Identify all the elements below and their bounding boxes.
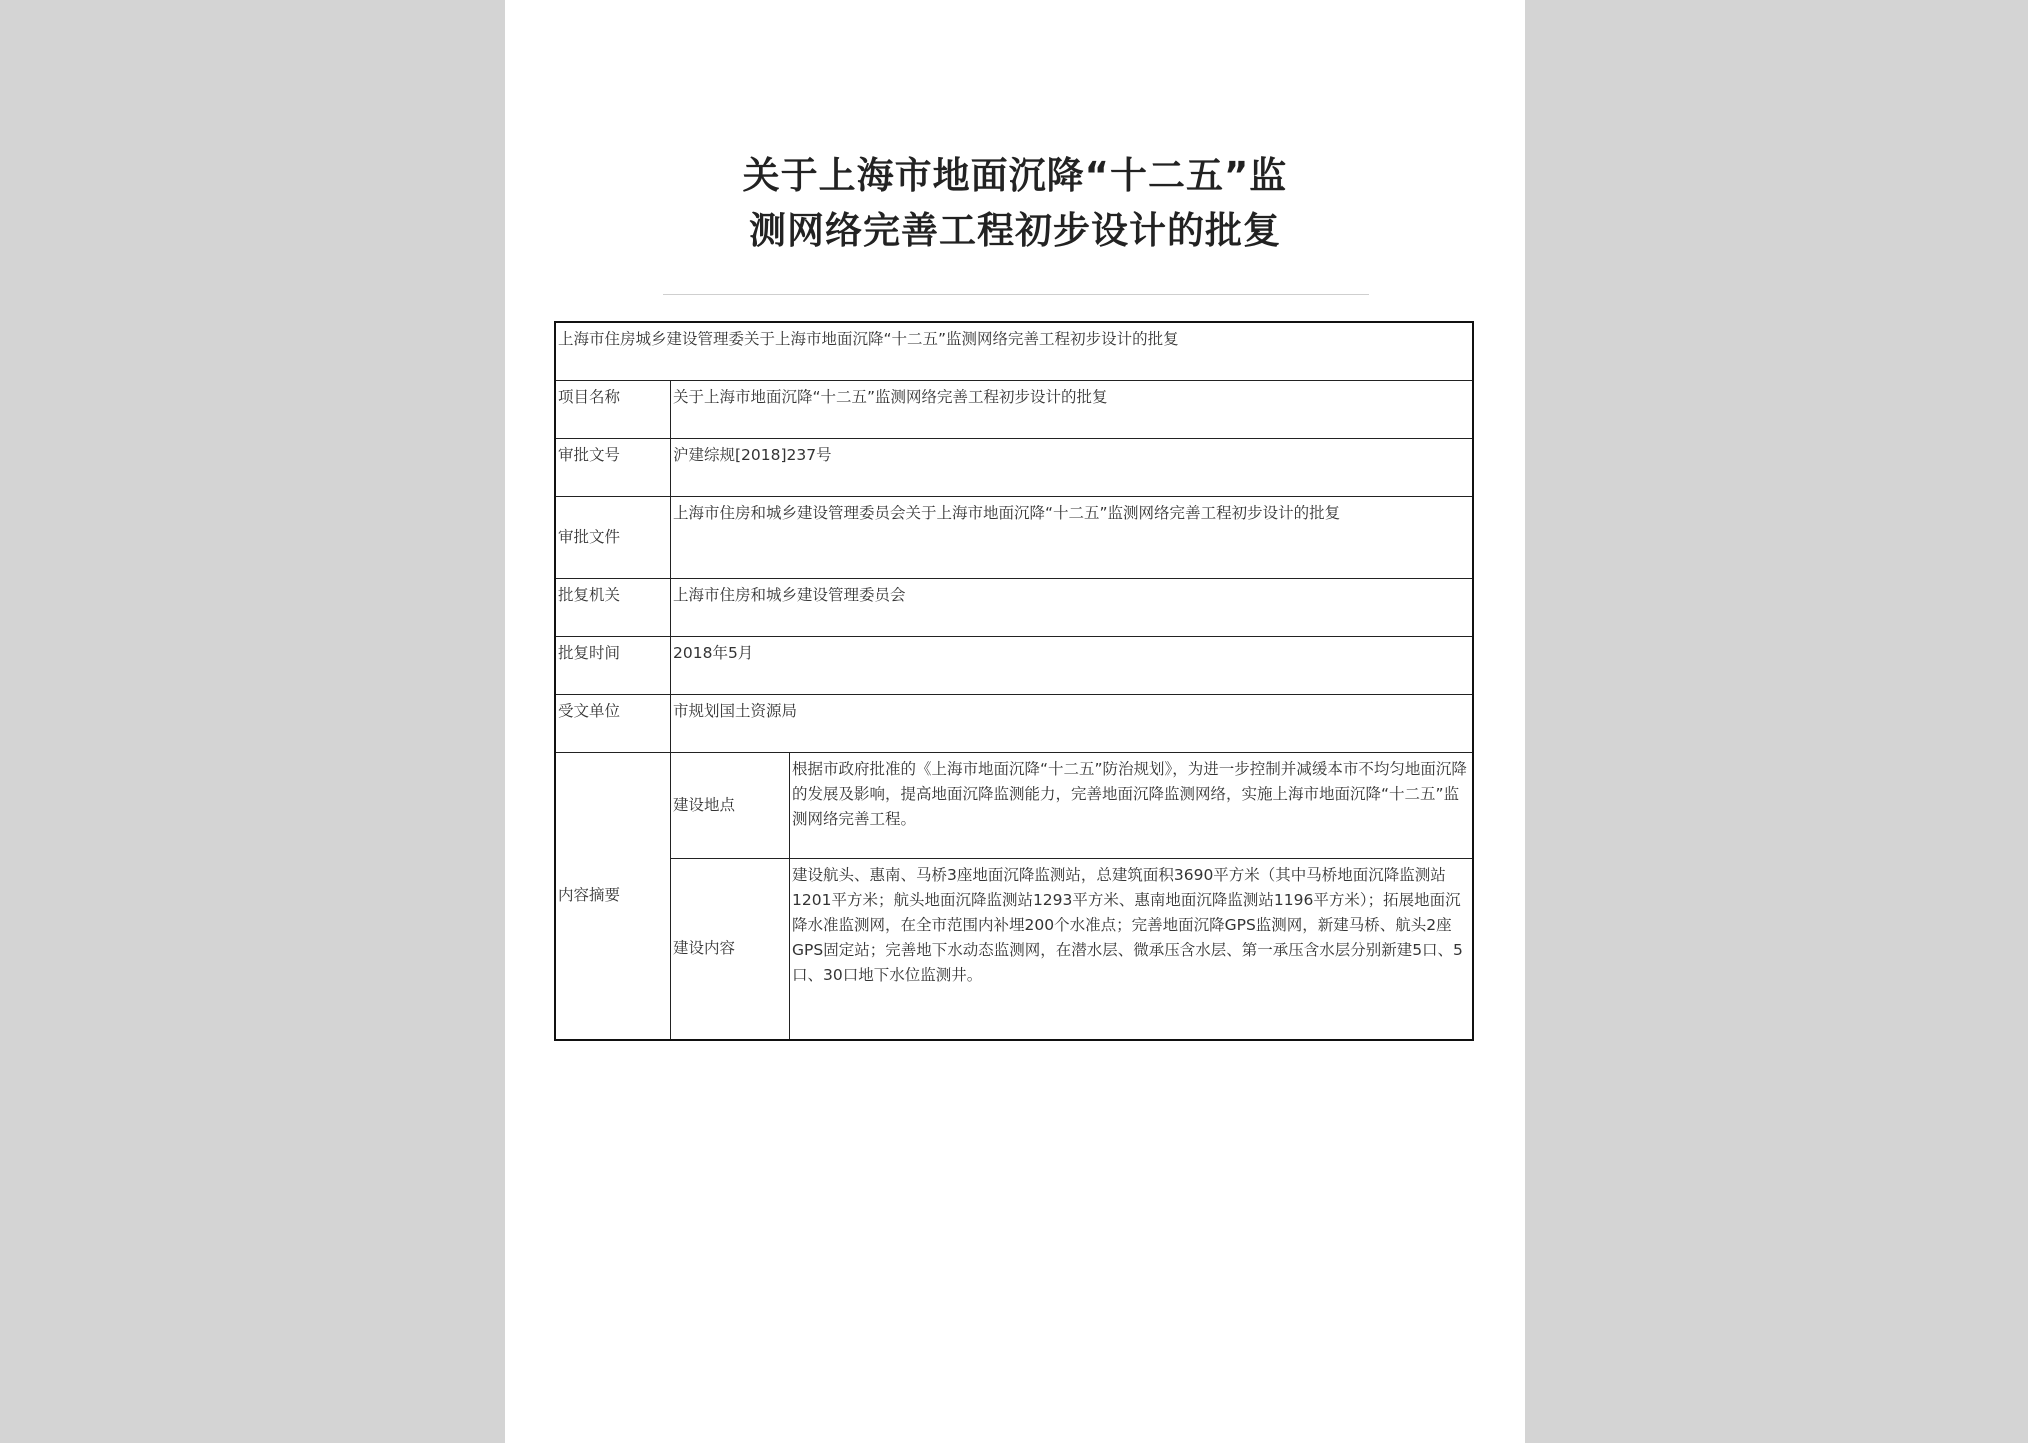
title-line-2: 测网络完善工程初步设计的批复 [749,209,1281,252]
title-divider [663,294,1369,295]
title-line-1: 关于上海市地面沉降“十二五”监 [742,154,1288,197]
summary-item-value-content: 建设航头、惠南、马桥3座地面沉降监测站，总建筑面积3690平方米（其中马桥地面沉降监测站1201平方米；航头地面沉降监测站1293平方米、惠南地面沉降监测站1196平方米）；拓展地面沉降水准监测网，在全市范围内补埋200个水准点；完善地面沉降GPS监测网，新建马桥、航头2座GPS固定站；完善地下水动态监测网，在潜水层、微承压含水层、第一承压含水层分别新建5口、5口、30口地下水位监测井。 [790,858,1474,1040]
table-row [555,380,1473,438]
table-header-row [555,322,1473,380]
summary-row-location [555,752,1473,858]
row-label-approval-date: 批复时间 [555,636,671,694]
summary-item-label-location: 建设地点 [671,752,790,858]
table-row [555,636,1473,694]
row-value-approval-date: 2018年5月 [671,636,1474,694]
row-value-project-name: 关于上海市地面沉降“十二五”监测网络完善工程初步设计的批复 [671,380,1474,438]
row-value-approval-number: 沪建综规[2018]237号 [671,438,1474,496]
row-label-approval-document: 审批文件 [555,496,671,578]
row-value-approval-document: 上海市住房和城乡建设管理委员会关于上海市地面沉降“十二五”监测网络完善工程初步设计的批复 [671,496,1474,578]
document-page [505,0,1525,1443]
table-row [555,578,1473,636]
summary-item-label-content: 建设内容 [671,858,790,1040]
table-row [555,694,1473,752]
row-label-recipient: 受文单位 [555,694,671,752]
row-value-recipient: 市规划国土资源局 [671,694,1474,752]
table-row [555,438,1473,496]
table-row [555,496,1473,578]
summary-label: 内容摘要 [555,752,671,1040]
approval-info-table [554,321,1474,1041]
row-label-project-name: 项目名称 [555,380,671,438]
summary-row-content [555,858,1473,1040]
table-header-cell: 上海市住房城乡建设管理委关于上海市地面沉降“十二五”监测网络完善工程初步设计的批复 [555,322,1473,380]
document-title [505,148,1525,258]
row-label-approving-authority: 批复机关 [555,578,671,636]
row-label-approval-number: 审批文号 [555,438,671,496]
summary-item-value-location: 根据市政府批准的《上海市地面沉降“十二五”防治规划》，为进一步控制并减缓本市不均匀地面沉降的发展及影响，提高地面沉降监测能力，完善地面沉降监测网络，实施上海市地面沉降“十二五”监测网络完善工程。 [790,752,1474,858]
row-value-approving-authority: 上海市住房和城乡建设管理委员会 [671,578,1474,636]
